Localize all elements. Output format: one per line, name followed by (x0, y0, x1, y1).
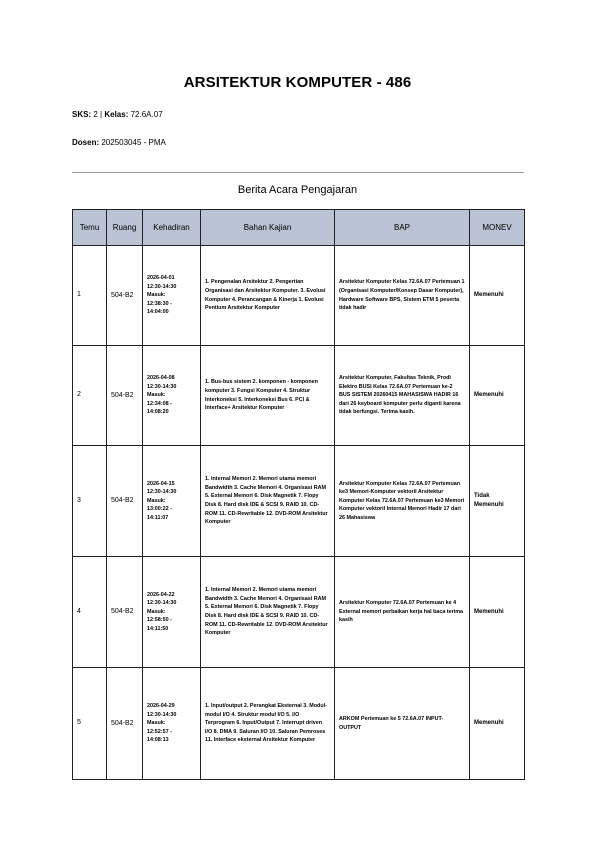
teaching-report-table (72, 209, 525, 780)
cell-temu: 5 (73, 668, 107, 780)
table-row (73, 446, 525, 557)
cell-ruang: 504-B2 (107, 346, 143, 446)
cell-kehadiran: 2026-04-15 12:30-14:30 Masuk: 13:00:22 - 14:11:07 (143, 446, 201, 557)
cell-ruang: 504-B2 (107, 557, 143, 668)
table-header-row (73, 210, 525, 246)
cell-bap: ARKOM Pertemuan ke 5 72.6A.07 INPUT-OUTPUT (335, 668, 470, 780)
course-info (72, 110, 163, 119)
cell-kehadiran: 2026-04-29 12:30-14:30 Masuk: 12:52:57 - 14:08:13 (143, 668, 201, 780)
kelas-label: Kelas: (104, 110, 129, 119)
cell-ruang: 504-B2 (107, 246, 143, 346)
cell-bahan-kajian: 1. Pengenalan Arsitektur 2. Pengertian Organisasi dan Arsitektur Komputer. 3. Evolusi Komputer 4. Perancangan & Kinerja 1. Evolusi Pentium Arsitektur Komputer (201, 246, 335, 346)
kelas-value: 72.6A.07 (130, 110, 163, 119)
table-row (73, 246, 525, 346)
column-header-bahan-kajian: Bahan Kajian (201, 210, 335, 246)
cell-temu: 1 (73, 246, 107, 346)
cell-bap: Arsitektur Komputer Kelas 72.6A.07 Pertemuan 1 (Organisasi Komputer/Konsep Dasar Komputer), Hardware Software BPS, Sistem ETM 5 peserta tidak hadir (335, 246, 470, 346)
column-header-temu: Temu (73, 210, 107, 246)
column-header-kehadiran: Kehadiran (143, 210, 201, 246)
cell-kehadiran: 2026-04-01 12:30-14:30 Masuk: 12:38:30 - 14:04:00 (143, 246, 201, 346)
cell-bahan-kajian: 1. Internal Memori 2. Memori utama memori Bandwidth 3. Cache Memori 4. Organisasi RAM 5. External Memori 6. Disk Magnetik 7. Flopy Disk 8. Hard disk IDE & SCSI 9. RAID 10. CD-ROM 11. CD-Rewritable 12. DVD-ROM Arsitektur Komputer (201, 557, 335, 668)
cell-monev: Memenuhi (470, 668, 525, 780)
table-row (73, 557, 525, 668)
cell-kehadiran: 2026-04-08 12:30-14:30 Masuk: 12:34:08 - 14:08:20 (143, 346, 201, 446)
cell-monev: Tidak Memenuhi (470, 446, 525, 557)
section-title: Berita Acara Pengajaran (237, 184, 358, 196)
dosen-value: 202503045 - PMA (101, 138, 166, 147)
divider (72, 172, 524, 173)
cell-bap: Arsitektur Komputer, Fakultas Teknik, Prodi Elektro BUSI Kelas 72.6A.07 Pertemuan ke-2 BUS SISTEM 20260415 MAHASISWA HADIR 16 dari 26 keyboard komputer perlu diganti karena tidak berfungsi. Terima kasih. (335, 346, 470, 446)
cell-bahan-kajian: 1. Bus-bus sistem 2. komponen - komponen komputer 3. Fungsi Komputer 4. Struktur Interkoneksi 5. Interkoneksi Bus 6. PCI & Interface+ Arsitektur Komputer (201, 346, 335, 446)
cell-temu: 2 (73, 346, 107, 446)
cell-monev: Memenuhi (470, 246, 525, 346)
sks-label: SKS: (72, 110, 92, 119)
course-title: ARSITEKTUR KOMPUTER - 486 (183, 74, 412, 91)
info-separator: | (100, 110, 103, 119)
table-row (73, 346, 525, 446)
table-row (73, 668, 525, 780)
cell-bahan-kajian: 1. Input/output 2. Perangkat Eksternal 3. Modul-modul I/O 4. Struktur modul I/O 5. I/O Terprogram 6. Input/Output 7. Interrupt driven I/O 8. DMA 9. Saluran I/O 10. Saluran Pemroses 11. Interface eksternal Arsitektur Komputer (201, 668, 335, 780)
cell-ruang: 504-B2 (107, 446, 143, 557)
lecturer-info (72, 138, 166, 147)
cell-kehadiran: 2026-04-22 12:30-14:30 Masuk: 12:58:50 - 14:11:50 (143, 557, 201, 668)
cell-monev: Memenuhi (470, 557, 525, 668)
sks-value: 2 (93, 110, 98, 119)
column-header-bap: BAP (335, 210, 470, 246)
column-header-ruang: Ruang (107, 210, 143, 246)
cell-bap: Arsitektur Komputer Kelas 72.6A.07 Pertemuan ke3 Memori-Komputer vektoril Arsitektur Komputer Kelas 72.6A.07 Pertemuan ke3 Memori Komputer vektoril Internal Memori Hadir 17 dari 26 Mahasiswa (335, 446, 470, 557)
cell-monev: Memenuhi (470, 346, 525, 446)
cell-bahan-kajian: 1. Internal Memori 2. Memori utama memori Bandwidth 3. Cache Memori 4. Organisasi RAM 5. External Memori 6. Disk Magnetik 7. Flopy Disk 8. Hard disk IDE & SCSI 9. RAID 10. CD-ROM 11. CD-Rewritable 12. DVD-ROM Arsitektur Komputer (201, 446, 335, 557)
column-header-monev: MONEV (470, 210, 525, 246)
cell-bap: Arsitektur Komputer 72.6A.07 Pertemuan ke 4 External memori perbaikan kerja hal baca terima kasih (335, 557, 470, 668)
cell-temu: 3 (73, 446, 107, 557)
cell-temu: 4 (73, 557, 107, 668)
dosen-label: Dosen: (72, 138, 100, 147)
cell-ruang: 504-B2 (107, 668, 143, 780)
